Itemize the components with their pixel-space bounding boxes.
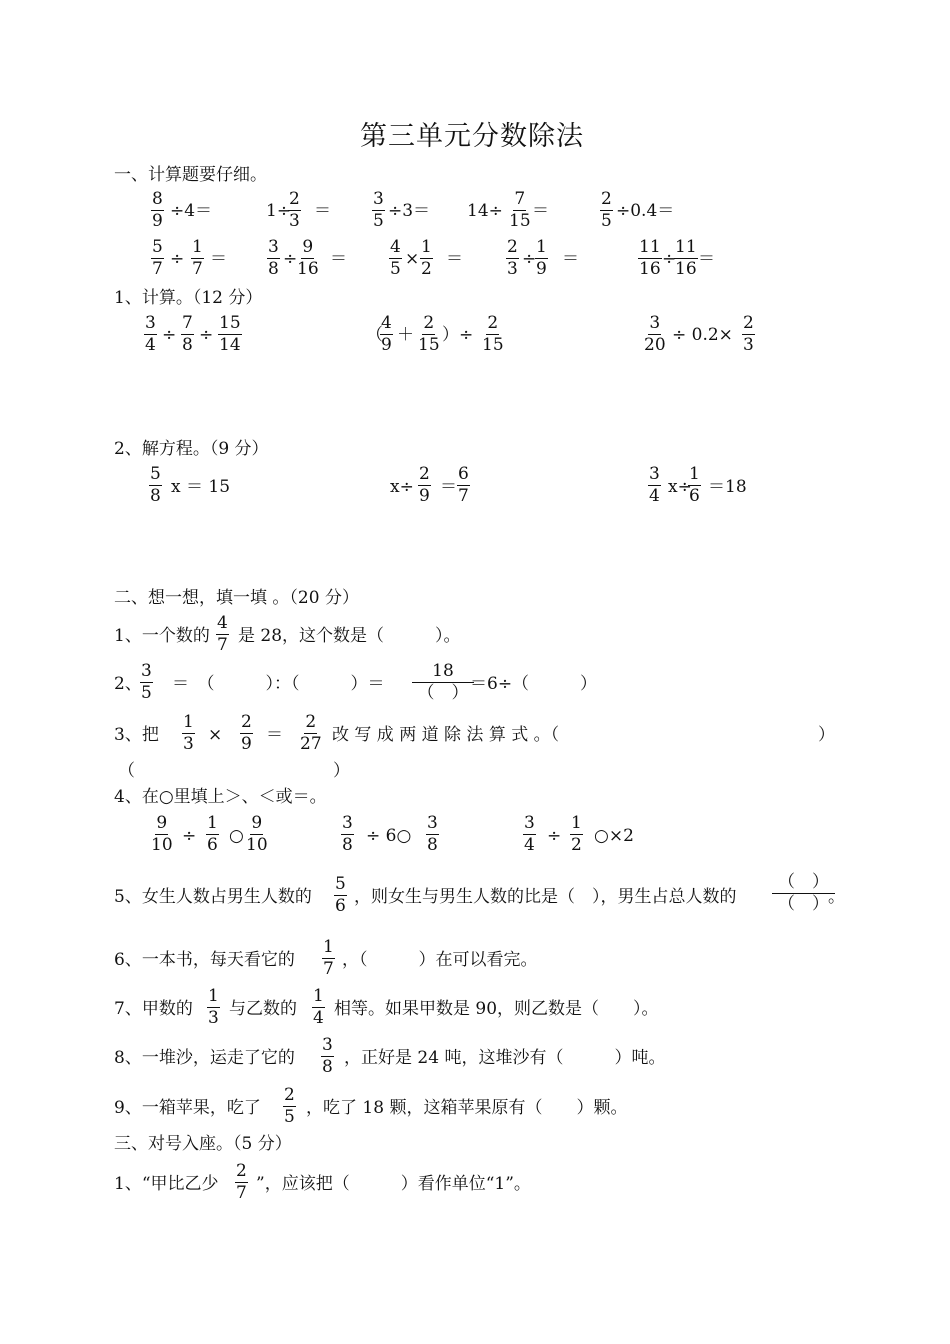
expression-text: ＝ bbox=[446, 249, 463, 269]
item-text: 是 28，这个数是（ ）。 bbox=[238, 626, 461, 646]
expression-text: ＝ bbox=[210, 249, 227, 269]
fraction bbox=[570, 814, 583, 855]
denominator: 16 bbox=[297, 259, 319, 279]
expression-text: ＝ bbox=[532, 201, 549, 221]
denominator: 9 bbox=[152, 211, 163, 231]
fraction bbox=[207, 987, 220, 1028]
operator: ＝ bbox=[266, 725, 283, 745]
numerator: 3 bbox=[649, 464, 660, 484]
expression-text: ＝18 bbox=[708, 477, 747, 497]
denominator: 8 bbox=[182, 335, 193, 355]
expression-text: ÷3＝ bbox=[388, 201, 431, 221]
denominator: 4 bbox=[649, 486, 660, 506]
paren-open: （ bbox=[118, 761, 135, 781]
item-text: ，正好是 24 吨，这堆沙有（ ）吨。 bbox=[344, 1048, 666, 1068]
item-text: ＝ （ ）：（ ）＝ bbox=[172, 674, 385, 694]
numerator: 7 bbox=[514, 189, 526, 209]
denominator: 6 bbox=[335, 896, 346, 916]
fraction bbox=[535, 238, 548, 279]
numerator: 15 bbox=[219, 313, 241, 333]
numerator: 1 bbox=[689, 464, 700, 484]
fraction bbox=[380, 314, 393, 355]
item-text: ＝6÷（ ） bbox=[470, 674, 598, 694]
operator: ÷ bbox=[199, 325, 214, 345]
numerator: 2 bbox=[601, 189, 612, 209]
denominator: 4 bbox=[313, 1008, 324, 1028]
numerator: 5 bbox=[152, 237, 163, 257]
numerator: 3 bbox=[649, 313, 661, 333]
denominator: 6 bbox=[207, 835, 218, 855]
fraction bbox=[283, 1086, 296, 1127]
denominator: 9 bbox=[381, 335, 392, 355]
numerator: 8 bbox=[152, 189, 163, 209]
fraction bbox=[638, 238, 662, 279]
item-text: 5、女生人数占男生人数的 bbox=[114, 887, 312, 907]
numerator: 2 bbox=[423, 313, 435, 333]
denominator: 9 bbox=[419, 486, 430, 506]
denominator: 7 bbox=[192, 259, 203, 279]
expression-text: x÷ bbox=[668, 477, 692, 497]
denominator: 16 bbox=[639, 259, 661, 279]
fraction bbox=[151, 238, 164, 279]
denominator: 5 bbox=[601, 211, 612, 231]
item-text: 2、 bbox=[114, 674, 142, 694]
fraction bbox=[267, 238, 280, 279]
numerator: 4 bbox=[390, 237, 401, 257]
denominator: 9 bbox=[536, 259, 547, 279]
numerator: 2 bbox=[507, 237, 518, 257]
operator: ＋ bbox=[397, 325, 414, 345]
numerator: 1 bbox=[192, 237, 203, 257]
item-2-4-text: 4、在○里填上＞、＜或＝。 bbox=[114, 787, 327, 807]
fraction bbox=[144, 314, 157, 355]
compare-circle[interactable]: ○ bbox=[229, 826, 244, 846]
denominator: 15 bbox=[482, 335, 504, 355]
expression-text: ÷0.4＝ bbox=[616, 201, 675, 221]
item-text: ，（ ）在可以看完。 bbox=[342, 950, 538, 970]
expression-text: ÷4＝ bbox=[170, 201, 213, 221]
fraction bbox=[140, 662, 153, 703]
denominator: 20 bbox=[644, 335, 666, 355]
fraction bbox=[389, 238, 402, 279]
denominator: 10 bbox=[151, 835, 173, 855]
denominator: 14 bbox=[219, 335, 241, 355]
operator: ÷ bbox=[170, 249, 185, 269]
denominator: 15 bbox=[509, 211, 531, 231]
fraction bbox=[149, 465, 162, 506]
fraction bbox=[481, 314, 505, 355]
section-1-header: 一、计算题要仔细。 bbox=[114, 165, 267, 185]
denominator: 27 bbox=[300, 734, 322, 754]
denominator: 8 bbox=[150, 486, 161, 506]
numerator: 3 bbox=[524, 813, 535, 833]
expression-text: ÷ 0.2× bbox=[672, 325, 733, 345]
fraction bbox=[412, 662, 474, 703]
paren-open: （ bbox=[366, 325, 383, 345]
denominator: 8 bbox=[342, 835, 353, 855]
expression-text: x ＝ 15 bbox=[171, 477, 231, 497]
operator: ÷ bbox=[662, 249, 677, 269]
denominator: 3 bbox=[507, 259, 518, 279]
operator: ÷ bbox=[522, 249, 537, 269]
expression-text: ＝ bbox=[562, 249, 579, 269]
fraction bbox=[296, 238, 320, 279]
denominator: 7 bbox=[458, 486, 469, 506]
fraction bbox=[150, 814, 174, 855]
fraction bbox=[523, 814, 536, 855]
denominator: 7 bbox=[236, 1183, 247, 1203]
denominator: 6 bbox=[689, 486, 700, 506]
denominator: 4 bbox=[524, 835, 535, 855]
denominator: 8 bbox=[322, 1057, 333, 1077]
numerator: 9 bbox=[156, 813, 168, 833]
fraction bbox=[216, 614, 229, 655]
denominator: 5 bbox=[284, 1107, 295, 1127]
numerator: 4 bbox=[217, 613, 228, 633]
numerator: 2 bbox=[743, 313, 754, 333]
fraction bbox=[648, 465, 661, 506]
fraction bbox=[341, 814, 354, 855]
fraction bbox=[418, 465, 431, 506]
denominator: 5 bbox=[373, 211, 384, 231]
denominator: （ ） bbox=[778, 894, 829, 914]
fraction bbox=[312, 987, 325, 1028]
fraction bbox=[643, 314, 667, 355]
section-3-header: 三、对号入座。（5 分） bbox=[114, 1134, 292, 1154]
fraction bbox=[235, 1162, 248, 1203]
item-text: 3、把 bbox=[114, 725, 159, 745]
denominator: 16 bbox=[675, 259, 697, 279]
expression-text: ÷ 6○ bbox=[366, 826, 412, 846]
numerator: 3 bbox=[141, 661, 152, 681]
question-2-header: 2、解方程。（9 分） bbox=[114, 439, 269, 459]
item-text: 6、一本书，每天看它的 bbox=[114, 950, 295, 970]
fraction bbox=[742, 314, 755, 355]
item-text: 8、一堆沙，运走了它的 bbox=[114, 1048, 295, 1068]
numerator: （ ） bbox=[772, 873, 835, 894]
page-title: 第三单元分数除法 bbox=[360, 121, 584, 152]
fraction bbox=[181, 314, 194, 355]
expression-text: ＝ bbox=[698, 249, 715, 269]
denominator: 2 bbox=[571, 835, 582, 855]
item-text: ，则女生与男生人数的比是（ ），男生占总人数的 bbox=[354, 887, 737, 907]
numerator: 5 bbox=[335, 874, 346, 894]
denominator: 4 bbox=[145, 335, 156, 355]
numerator: 9 bbox=[302, 237, 314, 257]
denominator: 3 bbox=[183, 734, 194, 754]
denominator: 5 bbox=[141, 683, 152, 703]
denominator: 7 bbox=[217, 635, 228, 655]
denominator: 8 bbox=[427, 835, 438, 855]
denominator: （ ） bbox=[417, 683, 469, 703]
item-text: 1、一个数的 bbox=[114, 626, 210, 646]
denominator: 7 bbox=[152, 259, 163, 279]
denominator: 2 bbox=[421, 259, 432, 279]
item-text: 改 写 成 两 道 除 法 算 式 。（ bbox=[332, 725, 560, 745]
numerator: 2 bbox=[487, 313, 499, 333]
denominator: 9 bbox=[241, 734, 252, 754]
denominator: 3 bbox=[743, 335, 754, 355]
numerator: 4 bbox=[381, 313, 392, 333]
fraction bbox=[191, 238, 204, 279]
fraction bbox=[334, 875, 347, 916]
numerator: 2 bbox=[305, 712, 317, 732]
fraction bbox=[299, 713, 323, 754]
numerator: 2 bbox=[284, 1085, 295, 1105]
numerator: 1 bbox=[183, 712, 194, 732]
fraction bbox=[506, 238, 519, 279]
fraction bbox=[674, 238, 698, 279]
denominator: 5 bbox=[390, 259, 401, 279]
fraction bbox=[508, 190, 532, 231]
expression-text: x÷ bbox=[390, 477, 414, 497]
fraction bbox=[372, 190, 385, 231]
operator: ÷ bbox=[162, 325, 177, 345]
fraction bbox=[772, 873, 835, 914]
expression-text: ＝ bbox=[314, 201, 331, 221]
numerator: 1 bbox=[313, 986, 324, 1006]
numerator: 1 bbox=[571, 813, 582, 833]
denominator: 10 bbox=[246, 835, 268, 855]
item-text: 1、“甲比乙少 bbox=[114, 1174, 219, 1194]
expression-text: 1÷ bbox=[266, 201, 292, 221]
fraction bbox=[420, 238, 433, 279]
numerator: 3 bbox=[373, 189, 384, 209]
item-text: ，吃了 18 颗，这箱苹果原有（ ）颗。 bbox=[306, 1098, 628, 1118]
denominator: 7 bbox=[323, 959, 334, 979]
fraction bbox=[245, 814, 269, 855]
fraction bbox=[151, 190, 164, 231]
fraction bbox=[457, 465, 470, 506]
item-text: 相等。如果甲数是 90，则乙数是（ ）。 bbox=[334, 999, 659, 1019]
item-text: ”，应该把（ ）看作单位“1”。 bbox=[256, 1174, 531, 1194]
numerator: 1 bbox=[207, 813, 218, 833]
fraction bbox=[600, 190, 613, 231]
operator: ÷ bbox=[547, 826, 562, 846]
denominator: 3 bbox=[289, 211, 300, 231]
numerator: 18 bbox=[412, 662, 474, 683]
denominator: 15 bbox=[418, 335, 440, 355]
fraction bbox=[182, 713, 195, 754]
operator: × bbox=[208, 725, 223, 745]
fraction bbox=[288, 190, 301, 231]
fraction bbox=[426, 814, 439, 855]
paren-close: ） bbox=[333, 761, 350, 781]
paren-close: ） bbox=[818, 725, 835, 745]
item-text: 。 bbox=[828, 887, 845, 907]
fraction bbox=[206, 814, 219, 855]
fraction bbox=[688, 465, 701, 506]
numerator: 2 bbox=[419, 464, 430, 484]
numerator: 3 bbox=[342, 813, 353, 833]
operator: ÷ bbox=[283, 249, 298, 269]
numerator: 3 bbox=[322, 1035, 333, 1055]
fraction bbox=[321, 1036, 334, 1077]
item-text: 9、一箱苹果，吃了 bbox=[114, 1098, 261, 1118]
expression-text: ○×2 bbox=[594, 826, 634, 846]
numerator: 3 bbox=[427, 813, 438, 833]
numerator: 2 bbox=[241, 712, 252, 732]
numerator: 11 bbox=[639, 237, 661, 257]
denominator: 8 bbox=[268, 259, 279, 279]
numerator: 1 bbox=[536, 237, 547, 257]
question-1-header: 1、计算。（12 分） bbox=[114, 288, 263, 308]
expression-text: ＝ bbox=[440, 477, 457, 497]
paren-close-divide: ）÷ bbox=[442, 325, 474, 345]
numerator: 5 bbox=[150, 464, 161, 484]
numerator: 11 bbox=[675, 237, 697, 257]
item-text: 7、甲数的 bbox=[114, 999, 193, 1019]
numerator: 1 bbox=[323, 937, 334, 957]
expression-text: ＝ bbox=[330, 249, 347, 269]
numerator: 6 bbox=[458, 464, 469, 484]
numerator: 3 bbox=[268, 237, 279, 257]
numerator: 2 bbox=[289, 189, 300, 209]
expression-text: 14÷ bbox=[467, 201, 503, 221]
operator: × bbox=[405, 249, 420, 269]
numerator: 2 bbox=[236, 1161, 247, 1181]
numerator: 1 bbox=[421, 237, 432, 257]
numerator: 3 bbox=[145, 313, 156, 333]
denominator: 3 bbox=[208, 1008, 219, 1028]
fraction bbox=[322, 938, 335, 979]
fraction bbox=[417, 314, 441, 355]
operator: ÷ bbox=[182, 826, 197, 846]
item-text: 与乙数的 bbox=[229, 999, 297, 1019]
numerator: 1 bbox=[208, 986, 219, 1006]
section-2-header: 二、想一想，填一填 。（20 分） bbox=[114, 588, 359, 608]
numerator: 9 bbox=[251, 813, 263, 833]
fraction bbox=[218, 314, 242, 355]
fraction bbox=[240, 713, 253, 754]
numerator: 7 bbox=[182, 313, 193, 333]
